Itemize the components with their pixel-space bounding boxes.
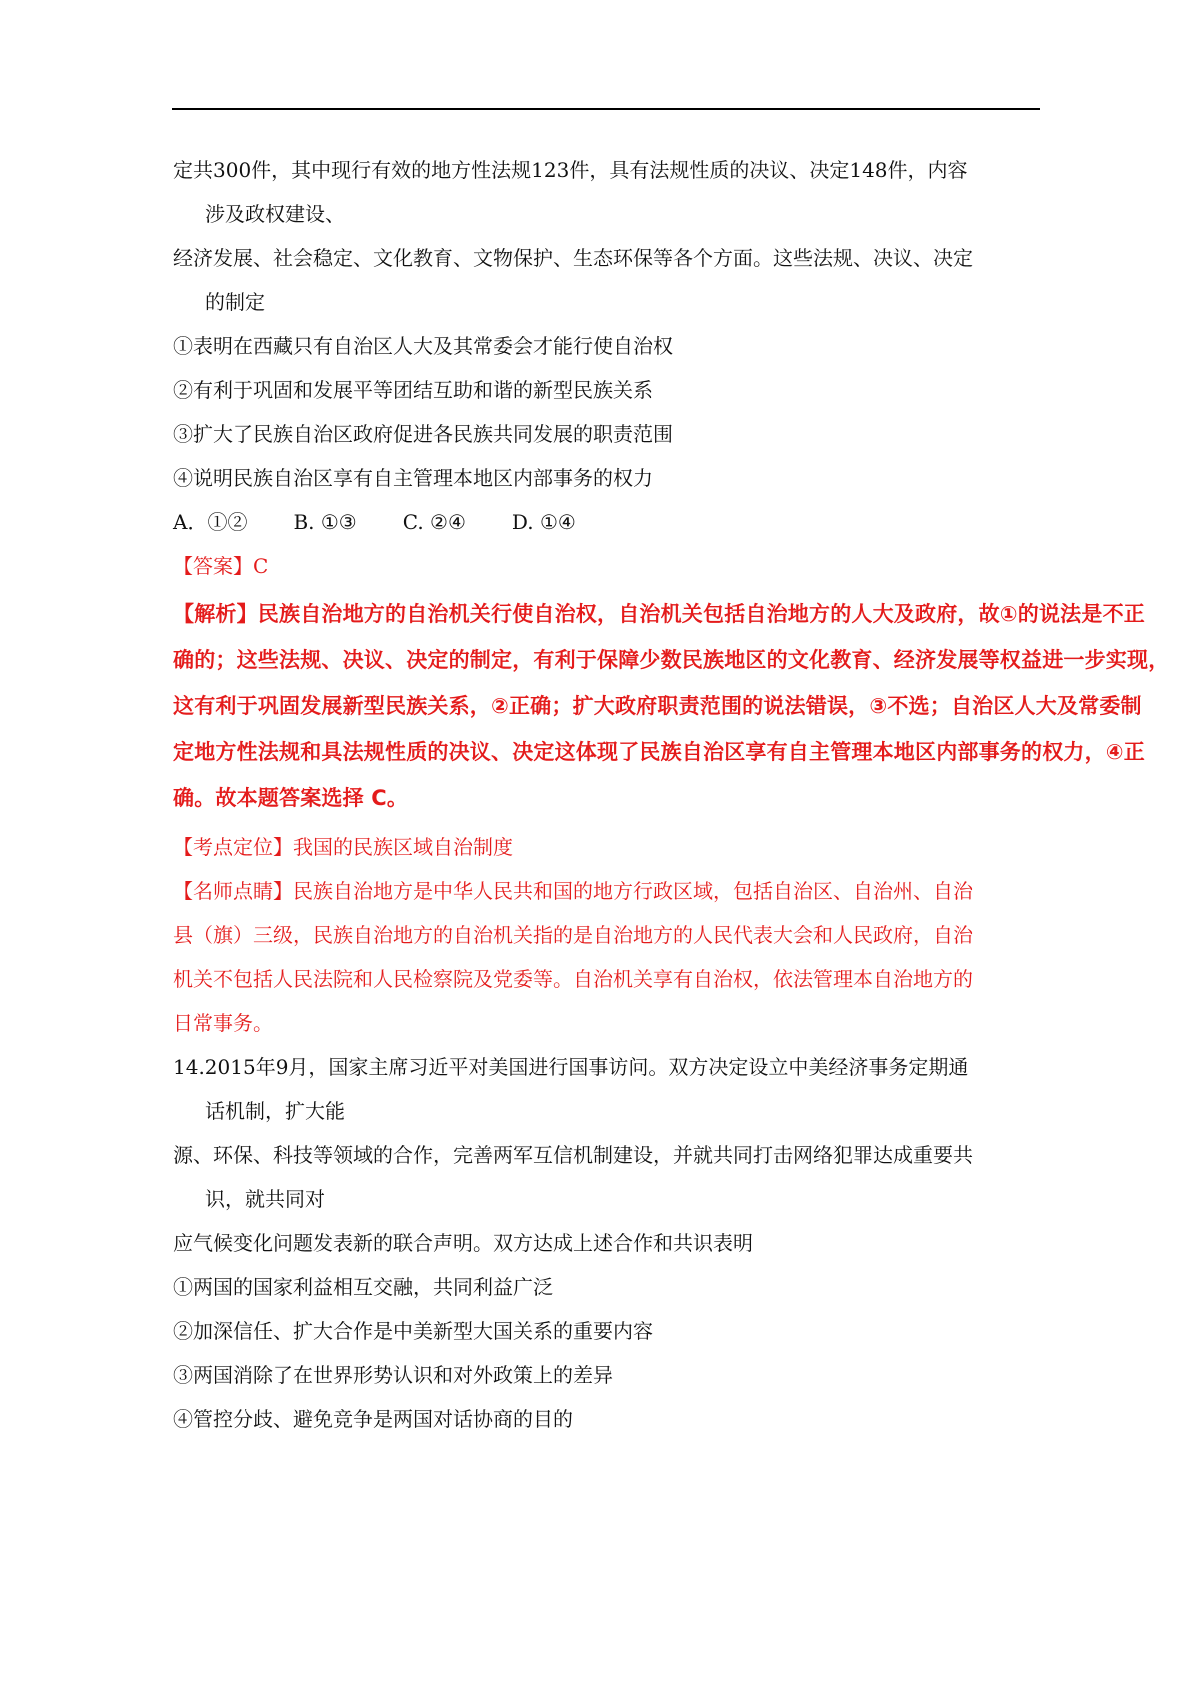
q13-stem-line-1: 定共300件，其中现行有效的地方性法规123件，具有法规性质的决议、决定148件，内容: [173, 158, 968, 182]
header-rule: [172, 108, 1040, 110]
q14-stem-line-1: 14.2015年9月，国家主席习近平对美国进行国事访问。双方决定设立中美经济事务定期通: [173, 1055, 969, 1079]
q13-choice-4: ④说明民族自治区享有自主管理本地区内部事务的权力: [173, 466, 653, 490]
q13-mingshi-line-2: 县（旗）三级，民族自治地方的自治机关指的是自治地方的人民代表大会和人民政府，自治: [173, 923, 973, 947]
q13-mingshi-line-1: 【名师点睛】民族自治地方是中华人民共和国的地方行政区域，包括自治区、自治州、自治: [173, 879, 973, 903]
option-b: B. ①③: [293, 510, 357, 534]
option-a: A．①②: [173, 510, 248, 534]
q13-analysis-line-5: 确。故本题答案选择 C。: [173, 786, 409, 810]
q13-options: [173, 510, 622, 534]
q14-choice-3: ③两国消除了在世界形势认识和对外政策上的差异: [173, 1363, 613, 1387]
q13-analysis-line-1: 【解析】民族自治地方的自治机关行使自治权，自治机关包括自治地方的人大及政府，故①的说法是不正: [173, 602, 1145, 626]
q13-analysis-line-3: 这有利于巩固发展新型民族关系，②正确；扩大政府职责范围的说法错误，③不选；自治区人大及常委制: [173, 694, 1142, 718]
q13-mingshi-line-3: 机关不包括人民法院和人民检察院及党委等。自治机关享有自治权，依法管理本自治地方的: [173, 967, 973, 991]
q13-mingshi-line-4: 日常事务。: [173, 1011, 273, 1035]
q14-stem-line-2: 话机制，扩大能: [205, 1099, 345, 1123]
q13-stem-line-3: 经济发展、社会稳定、文化教育、文物保护、生态环保等各个方面。这些法规、决议、决定: [173, 246, 973, 270]
q13-stem-line-4: 的制定: [205, 290, 265, 314]
q13-analysis-line-4: 定地方性法规和具法规性质的决议、决定这体现了民族自治区享有自主管理本地区内部事务的权力，④正: [173, 740, 1145, 764]
q14-choice-2: ②加深信任、扩大合作是中美新型大国关系的重要内容: [173, 1319, 653, 1343]
q13-answer: 【答案】C: [173, 554, 269, 578]
q14-stem-line-4: 识，就共同对: [205, 1187, 325, 1211]
q13-choice-2: ②有利于巩固和发展平等团结互助和谐的新型民族关系: [173, 378, 653, 402]
q13-analysis-line-2: 确的；这些法规、决议、决定的制定，有利于保障少数民族地区的文化教育、经济发展等权益进一步实现，: [173, 648, 1170, 672]
q13-choice-3: ③扩大了民族自治区政府促进各民族共同发展的职责范围: [173, 422, 673, 446]
q13-stem-line-2: 涉及政权建设、: [205, 202, 345, 226]
q14-stem-line-5: 应气候变化问题发表新的联合声明。双方达成上述合作和共识表明: [173, 1231, 753, 1255]
q13-kaodian: 【考点定位】我国的民族区域自治制度: [173, 835, 513, 859]
q14-choice-4: ④管控分歧、避免竞争是两国对话协商的目的: [173, 1407, 573, 1431]
q13-choice-1: ①表明在西藏只有自治区人大及其常委会才能行使自治权: [173, 334, 673, 358]
q14-stem-line-3: 源、环保、科技等领域的合作，完善两军互信机制建设，并就共同打击网络犯罪达成重要共: [173, 1143, 973, 1167]
q14-choice-1: ①两国的国家利益相互交融，共同利益广泛: [173, 1275, 553, 1299]
option-d: D. ①④: [511, 510, 576, 534]
option-c: C. ②④: [402, 510, 466, 534]
